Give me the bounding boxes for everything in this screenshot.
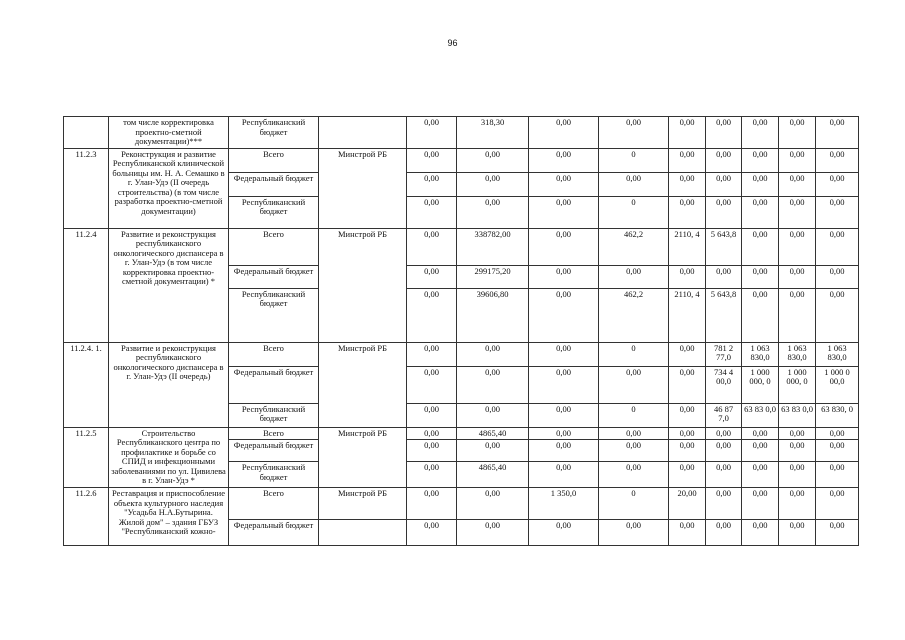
cell-value: 0,00 <box>816 172 859 196</box>
cell-value: 0,00 <box>816 228 859 265</box>
cell-value: 0,00 <box>407 488 457 520</box>
cell-value: 0,00 <box>742 288 779 342</box>
cell-value: 0,00 <box>706 520 742 546</box>
row-source: Всего <box>229 228 319 265</box>
cell-value: 0,00 <box>407 462 457 488</box>
cell-value: 0,00 <box>599 117 669 149</box>
table-row <box>64 117 859 149</box>
cell-value: 318,30 <box>457 117 529 149</box>
cell-value: 0,00 <box>742 196 779 228</box>
cell-value: 0,00 <box>706 148 742 172</box>
cell-value: 0,00 <box>669 520 706 546</box>
cell-value: 0,00 <box>407 228 457 265</box>
cell-value: 0,00 <box>457 403 529 427</box>
table-row <box>64 148 859 172</box>
cell-value: 0,00 <box>599 462 669 488</box>
row-source: Федеральный бюджет <box>229 172 319 196</box>
cell-value: 0 <box>599 488 669 520</box>
cell-value: 0,00 <box>816 288 859 342</box>
cell-value: 0 <box>599 148 669 172</box>
cell-value: 0,00 <box>742 520 779 546</box>
cell-value: 0,00 <box>529 288 599 342</box>
cell-value: 1 063 830,0 <box>816 342 859 366</box>
cell-value: 0,00 <box>706 265 742 288</box>
cell-value: 0,00 <box>669 196 706 228</box>
cell-value: 0,00 <box>529 172 599 196</box>
cell-value: 0,00 <box>529 196 599 228</box>
cell-value: 0,00 <box>669 117 706 149</box>
cell-value: 0,00 <box>407 366 457 403</box>
row-name: Реконструкция и развитие Республиканской клинической больницы им. Н. А. Семашко в г. Улан-Удэ (II очередь строительства) (в том числе разработка проектно-сметной документации) <box>109 148 229 228</box>
cell-value: 0,00 <box>742 462 779 488</box>
cell-value: 0,00 <box>706 488 742 520</box>
cell-value: 0,00 <box>407 520 457 546</box>
cell-value: 0,00 <box>457 366 529 403</box>
row-source: Федеральный бюджет <box>229 520 319 546</box>
cell-value: 0 <box>599 403 669 427</box>
cell-value: 0,00 <box>816 196 859 228</box>
cell-value: 0,00 <box>529 265 599 288</box>
cell-value: 0,00 <box>742 427 779 440</box>
cell-value: 0,00 <box>669 342 706 366</box>
row-code: 11.2.4. 1. <box>64 342 109 427</box>
table-row <box>64 488 859 520</box>
cell-value: 0,00 <box>457 488 529 520</box>
cell-value: 1 000 000, 0 <box>779 366 816 403</box>
cell-value: 0,00 <box>669 148 706 172</box>
row-source: Федеральный бюджет <box>229 440 319 462</box>
cell-value: 0,00 <box>779 427 816 440</box>
cell-value: 0,00 <box>669 265 706 288</box>
row-source: Всего <box>229 488 319 520</box>
cell-value: 0,00 <box>457 172 529 196</box>
cell-value: 0,00 <box>407 342 457 366</box>
row-name: Развитие и реконструкция республиканского онкологического диспансера в г. Улан-Удэ (II очередь) <box>109 342 229 427</box>
cell-value: 0,00 <box>742 117 779 149</box>
cell-value: 0,00 <box>779 288 816 342</box>
cell-value: 781 2 77,0 <box>706 342 742 366</box>
cell-value: 0,00 <box>816 265 859 288</box>
row-executor: Минстрой РБ <box>319 228 407 342</box>
cell-value: 0,00 <box>407 117 457 149</box>
cell-value: 0,00 <box>599 520 669 546</box>
cell-value: 0,00 <box>599 366 669 403</box>
cell-value: 63 830, 0 <box>816 403 859 427</box>
cell-value: 0,00 <box>669 427 706 440</box>
row-source: Всего <box>229 427 319 440</box>
cell-value: 734 4 00,0 <box>706 366 742 403</box>
table-row <box>64 427 859 440</box>
cell-value: 0,00 <box>407 403 457 427</box>
row-code: 11.2.4 <box>64 228 109 342</box>
cell-value: 0,00 <box>529 342 599 366</box>
cell-value: 0,00 <box>529 427 599 440</box>
cell-value: 0,00 <box>457 342 529 366</box>
cell-value: 0,00 <box>706 440 742 462</box>
cell-value: 0,00 <box>669 172 706 196</box>
row-name: том числе корректировка проектно-сметной документации)*** <box>109 117 229 149</box>
cell-value: 0,00 <box>816 462 859 488</box>
cell-value: 0,00 <box>816 148 859 172</box>
table-row <box>64 342 859 366</box>
cell-value: 0,00 <box>407 288 457 342</box>
cell-value: 5 643,8 <box>706 228 742 265</box>
row-executor: Минстрой РБ <box>319 427 407 488</box>
cell-value: 0,00 <box>407 440 457 462</box>
row-source: Всего <box>229 342 319 366</box>
row-name: Строительство Республиканского центра по профилактике и борьбе со СПИД и инфекционными заболеваниями по ул. Цивилева в г. Улан-Удэ * <box>109 427 229 488</box>
cell-value: 0,00 <box>779 440 816 462</box>
cell-value: 0,00 <box>407 427 457 440</box>
cell-value: 63 83 0,0 <box>742 403 779 427</box>
cell-value: 1 350,0 <box>529 488 599 520</box>
cell-value: 4865,40 <box>457 462 529 488</box>
row-code <box>64 117 109 149</box>
row-source: Республиканский бюджет <box>229 196 319 228</box>
cell-value: 0,00 <box>529 403 599 427</box>
cell-value: 0,00 <box>529 366 599 403</box>
cell-value: 0,00 <box>457 440 529 462</box>
cell-value: 0,00 <box>742 440 779 462</box>
cell-value: 0,00 <box>742 148 779 172</box>
cell-value: 0,00 <box>529 440 599 462</box>
cell-value: 1 000 000, 0 <box>742 366 779 403</box>
cell-value: 0,00 <box>599 265 669 288</box>
cell-value: 1 063 830,0 <box>742 342 779 366</box>
cell-value: 0,00 <box>529 228 599 265</box>
cell-value: 0,00 <box>742 172 779 196</box>
row-source: Республиканский бюджет <box>229 288 319 342</box>
cell-value: 0,00 <box>779 462 816 488</box>
cell-value: 462,2 <box>599 288 669 342</box>
cell-value: 338782,00 <box>457 228 529 265</box>
row-source: Федеральный бюджет <box>229 265 319 288</box>
cell-value: 0,00 <box>779 265 816 288</box>
cell-value: 0 <box>599 196 669 228</box>
cell-value: 462,2 <box>599 228 669 265</box>
cell-value: 0,00 <box>706 427 742 440</box>
cell-value: 46 87 7,0 <box>706 403 742 427</box>
cell-value: 0,00 <box>816 427 859 440</box>
cell-value: 1 063 830,0 <box>779 342 816 366</box>
cell-value: 4865,40 <box>457 427 529 440</box>
cell-value: 0,00 <box>779 172 816 196</box>
row-code: 11.2.3 <box>64 148 109 228</box>
row-name: Развитие и реконструкция республиканского онкологического диспансера в г. Улан-Удэ (в том числе корректировка проектно-сметной документации) * <box>109 228 229 342</box>
cell-value: 0,00 <box>407 148 457 172</box>
row-source: Федеральный бюджет <box>229 366 319 403</box>
cell-value: 0,00 <box>816 440 859 462</box>
cell-value: 0,00 <box>599 172 669 196</box>
row-source: Республиканский бюджет <box>229 403 319 427</box>
cell-value: 0,00 <box>779 488 816 520</box>
cell-value: 0,00 <box>407 196 457 228</box>
cell-value: 1 000 0 00,0 <box>816 366 859 403</box>
cell-value: 0,00 <box>706 462 742 488</box>
cell-value: 0,00 <box>457 520 529 546</box>
row-executor: Минстрой РБ <box>319 488 407 520</box>
cell-value: 0,00 <box>529 462 599 488</box>
cell-value: 5 643,8 <box>706 288 742 342</box>
cell-value: 0,00 <box>706 196 742 228</box>
cell-value: 0,00 <box>742 265 779 288</box>
row-executor: Минстрой РБ <box>319 342 407 427</box>
cell-value: 0,00 <box>669 403 706 427</box>
row-source: Всего <box>229 148 319 172</box>
cell-value: 0,00 <box>529 117 599 149</box>
cell-value: 0,00 <box>457 148 529 172</box>
cell-value: 0,00 <box>599 427 669 440</box>
row-code: 11.2.5 <box>64 427 109 488</box>
cell-value: 0 <box>599 342 669 366</box>
cell-value: 299175,20 <box>457 265 529 288</box>
cell-value: 0,00 <box>457 196 529 228</box>
cell-value: 0,00 <box>706 117 742 149</box>
row-code: 11.2.6 <box>64 488 109 546</box>
cell-value: 0,00 <box>529 520 599 546</box>
cell-value: 0,00 <box>779 520 816 546</box>
cell-value: 0,00 <box>669 462 706 488</box>
cell-value: 0,00 <box>742 228 779 265</box>
cell-value: 0,00 <box>816 117 859 149</box>
cell-value: 2110, 4 <box>669 228 706 265</box>
cell-value: 0,00 <box>529 148 599 172</box>
row-executor <box>319 520 407 546</box>
cell-value: 0,00 <box>407 265 457 288</box>
cell-value: 0,00 <box>407 172 457 196</box>
cell-value: 0,00 <box>779 228 816 265</box>
cell-value: 0,00 <box>779 196 816 228</box>
cell-value: 0,00 <box>742 488 779 520</box>
cell-value: 0,00 <box>706 172 742 196</box>
row-executor: Минстрой РБ <box>319 148 407 228</box>
cell-value: 2110, 4 <box>669 288 706 342</box>
cell-value: 0,00 <box>816 488 859 520</box>
cell-value: 0,00 <box>816 520 859 546</box>
row-source: Республиканский бюджет <box>229 117 319 149</box>
cell-value: 0,00 <box>779 148 816 172</box>
cell-value: 20,00 <box>669 488 706 520</box>
cell-value: 0,00 <box>669 366 706 403</box>
budget-table <box>63 116 859 546</box>
cell-value: 0,00 <box>669 440 706 462</box>
page-number: 96 <box>447 38 458 48</box>
table-row <box>64 228 859 265</box>
cell-value: 0,00 <box>779 117 816 149</box>
row-executor <box>319 117 407 149</box>
cell-value: 39606,80 <box>457 288 529 342</box>
row-name: Реставрация и приспособление объекта культурного наследия "Усадьба Н.А.Бутырина. Жилой дом" – здания ГБУЗ "Республиканский кожно- <box>109 488 229 546</box>
cell-value: 0,00 <box>599 440 669 462</box>
cell-value: 63 83 0,0 <box>779 403 816 427</box>
row-source: Республиканский бюджет <box>229 462 319 488</box>
